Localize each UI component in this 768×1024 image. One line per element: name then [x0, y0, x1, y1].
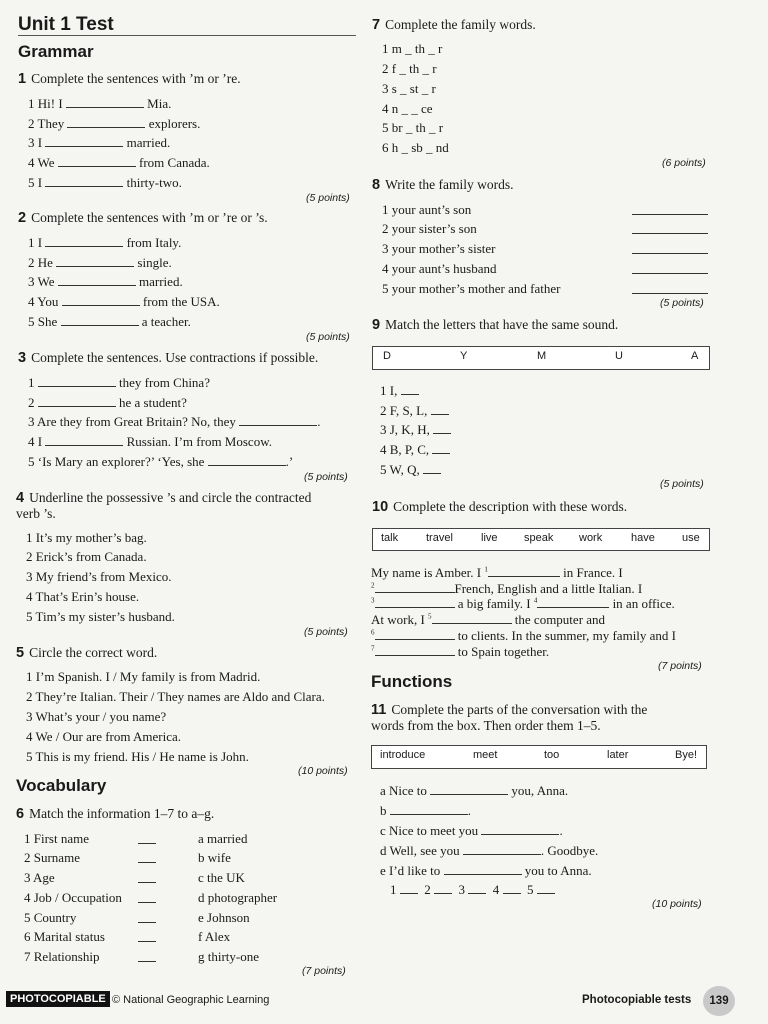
box-letter: D — [383, 350, 391, 362]
answer-blank[interactable] — [138, 833, 156, 844]
q10-instruction: 10 Complete the description with these words. — [372, 499, 628, 515]
q4-points: (5 points) — [304, 626, 348, 638]
q9-item: 1 I, — [380, 383, 419, 399]
answer-blank[interactable] — [401, 384, 419, 395]
answer-blank[interactable] — [138, 951, 156, 962]
q10-line: My name is Amber. I $^1$ in France. I — [371, 565, 623, 580]
answer-blank[interactable] — [58, 275, 136, 286]
q5-points: (10 points) — [298, 765, 348, 777]
q8-instruction: 8 Write the family words. — [372, 177, 514, 193]
q9-points: (5 points) — [660, 478, 704, 490]
answer-blank[interactable] — [67, 117, 145, 128]
q6-left-item: 5 Country — [24, 910, 77, 925]
q3-item: 1 they from China? — [28, 375, 210, 390]
q11-item: e I’d like to you to Anna. — [380, 863, 592, 878]
q6-left-item: 4 Job / Occupation — [24, 890, 122, 905]
answer-blank[interactable] — [537, 597, 609, 608]
answer-blank[interactable] — [468, 883, 486, 894]
q7-item: 2 f _ th _ r — [382, 61, 437, 76]
box-word: live — [481, 532, 498, 544]
box-word: introduce — [380, 749, 426, 761]
title-rule — [18, 35, 356, 36]
q10-line: $^2$ French, English and a little Italian. I — [371, 581, 643, 596]
q5-item: 5 This is my friend. His / He name is John. — [26, 749, 249, 764]
answer-blank[interactable] — [375, 645, 455, 656]
answer-blank[interactable] — [632, 243, 708, 254]
q6-right-item: f Alex — [198, 929, 231, 944]
q10-points: (7 points) — [658, 660, 702, 672]
vocabulary-heading: Vocabulary — [16, 776, 107, 795]
q3-points: (5 points) — [304, 471, 348, 483]
answer-blank[interactable] — [45, 236, 123, 247]
answer-blank[interactable] — [62, 295, 140, 306]
footer-section-label: Photocopiable tests — [582, 994, 692, 1006]
grammar-heading: Grammar — [18, 42, 94, 61]
box-letter: M — [537, 350, 547, 362]
q11-item: b . — [380, 803, 471, 818]
q4-item: 2 Erick’s from Canada. — [26, 549, 147, 564]
box-word: Bye! — [675, 749, 698, 761]
answer-blank[interactable] — [431, 404, 449, 415]
q4-item: 4 That’s Erin’s house. — [26, 589, 140, 604]
q7-item: 6 h _ sb _ nd — [382, 140, 449, 155]
q6-left-item: 2 Surname — [24, 850, 80, 865]
answer-blank[interactable] — [432, 443, 450, 454]
q11-order: 1 2 3 4 5 — [390, 882, 555, 898]
answer-blank[interactable] — [375, 629, 455, 640]
q9-item: 3 J, K, H, — [380, 422, 451, 438]
q4-item: 3 My friend’s from Mexico. — [26, 569, 172, 584]
q8-item: 4 your aunt’s husband — [382, 261, 497, 276]
q11-item: c Nice to meet you . — [380, 823, 563, 838]
q9-letter-box — [372, 346, 710, 370]
box-word: work — [579, 532, 603, 544]
answer-blank[interactable] — [433, 423, 451, 434]
q1-item: 1 Hi! I Mia. — [28, 96, 172, 111]
answer-blank[interactable] — [208, 455, 286, 466]
answer-blank[interactable] — [138, 931, 156, 942]
q7-instruction: 7 Complete the family words. — [372, 17, 536, 33]
answer-blank[interactable] — [400, 883, 418, 894]
q6-left-item: 7 Relationship — [24, 949, 100, 964]
q6-right-item: e Johnson — [198, 910, 250, 925]
q1-points: (5 points) — [306, 192, 350, 204]
box-word: later — [607, 749, 629, 761]
box-word: use — [682, 532, 700, 544]
answer-blank[interactable] — [503, 883, 521, 894]
q4-item: 5 Tim’s my sister’s husband. — [26, 609, 175, 624]
q2-item: 3 We married. — [28, 274, 183, 289]
q1-item: 5 I thirty-two. — [28, 175, 182, 190]
page-number: 139 — [703, 986, 735, 1016]
q8-item: 3 your mother’s sister — [382, 241, 496, 256]
q7-item: 4 n _ _ ce — [382, 101, 433, 116]
box-word: have — [631, 532, 655, 544]
answer-blank[interactable] — [45, 136, 123, 147]
q6-right-item: g thirty-one — [198, 949, 260, 964]
q6-left-item: 1 First name — [24, 831, 89, 846]
answer-blank[interactable] — [632, 283, 708, 294]
answer-blank[interactable] — [423, 463, 441, 474]
functions-heading: Functions — [371, 672, 453, 691]
q6-left-item: 6 Marital status — [24, 929, 105, 944]
q4-instruction: 4 Underline the possessive ’s and circle the contracted verb ’s. — [16, 490, 312, 521]
answer-blank[interactable] — [45, 435, 123, 446]
q10-line: $^6$ to clients. In the summer, my family and I — [371, 628, 677, 643]
q6-right-item: a married — [198, 831, 248, 846]
answer-blank[interactable] — [434, 883, 452, 894]
q6-right-item: d photographer — [198, 890, 278, 905]
box-word: too — [544, 749, 560, 761]
q7-points: (6 points) — [662, 157, 706, 169]
q2-points: (5 points) — [306, 331, 350, 343]
answer-blank[interactable] — [488, 566, 560, 577]
publisher-credit: © National Geographic Learning — [112, 994, 270, 1006]
q7-item: 3 s _ st _ r — [382, 81, 436, 96]
answer-blank[interactable] — [390, 804, 468, 815]
answer-blank[interactable] — [632, 263, 708, 274]
q11-word-box — [371, 745, 707, 769]
answer-blank[interactable] — [444, 864, 522, 875]
q9-instruction: 9 Match the letters that have the same sound. — [372, 317, 619, 333]
q3-item: 4 I Russian. I’m from Moscow. — [28, 434, 272, 449]
q8-item: 2 your sister’s son — [382, 221, 477, 236]
q11-points: (10 points) — [652, 898, 702, 910]
box-letter: A — [691, 350, 699, 362]
answer-blank[interactable] — [138, 852, 156, 863]
box-word: travel — [426, 532, 453, 544]
answer-blank[interactable] — [45, 176, 123, 187]
box-letter: Y — [460, 350, 468, 362]
q9-item: 5 W, Q, — [380, 462, 441, 478]
q1-item: 2 They explorers. — [28, 116, 201, 131]
answer-blank[interactable] — [481, 824, 559, 835]
q3-item: 3 Are they from Great Britain? No, they . — [28, 414, 321, 429]
q6-points: (7 points) — [302, 965, 346, 977]
q1-item: 4 We from Canada. — [28, 155, 210, 170]
q7-item: 5 br _ th _ r — [382, 120, 444, 135]
q4-item: 1 It’s my mother’s bag. — [26, 530, 147, 545]
q10-word-box — [372, 528, 710, 551]
photocopiable-badge: PHOTOCOPIABLE — [6, 991, 110, 1007]
q9-item: 2 F, S, L, — [380, 403, 449, 419]
box-word: speak — [524, 532, 554, 544]
answer-blank[interactable] — [56, 256, 134, 267]
q11-item: a Nice to you, Anna. — [380, 783, 569, 798]
q10-line: $^7$ to Spain together. — [371, 644, 550, 659]
q8-item: 5 your mother’s mother and father — [382, 281, 561, 296]
box-word: talk — [381, 532, 399, 544]
q6-instruction: 6 Match the information 1–7 to a–g. — [16, 806, 215, 822]
answer-blank[interactable] — [375, 597, 455, 608]
answer-blank[interactable] — [463, 844, 541, 855]
answer-blank[interactable] — [375, 582, 455, 593]
q2-item: 5 She a teacher. — [28, 314, 191, 329]
q9-item: 4 B, P, C, — [380, 442, 450, 458]
q8-points: (5 points) — [660, 297, 704, 309]
answer-blank[interactable] — [537, 883, 555, 894]
q5-item: 3 What’s your / you name? — [26, 709, 167, 724]
q10-line: At work, I $^5$ the computer and — [371, 612, 606, 627]
answer-blank[interactable] — [138, 912, 156, 923]
answer-blank[interactable] — [632, 223, 708, 234]
q5-instruction: 5 Circle the correct word. — [16, 645, 158, 661]
answer-blank[interactable] — [138, 892, 156, 903]
q1-instruction: 1 Complete the sentences with ’m or ’re. — [18, 71, 241, 87]
q6-right-item: c the UK — [198, 870, 245, 885]
q10-line: $^3$ a big family. I $^4$ in an office. — [371, 596, 675, 611]
q7-item: 1 m _ th _ r — [382, 41, 443, 56]
q5-item: 4 We / Our are from America. — [26, 729, 182, 744]
page-title: Unit 1 Test — [18, 14, 114, 35]
q1-item: 3 I married. — [28, 135, 171, 150]
q2-item: 4 You from the USA. — [28, 294, 220, 309]
q2-instruction: 2 Complete the sentences with ’m or ’re or ’s. — [18, 210, 268, 226]
answer-blank[interactable] — [239, 415, 317, 426]
q11-item: d Well, see you . Goodbye. — [380, 843, 599, 858]
answer-blank[interactable] — [66, 97, 144, 108]
answer-blank[interactable] — [58, 156, 136, 167]
q3-item: 2 he a student? — [28, 395, 187, 410]
q3-instruction: 3 Complete the sentences. Use contractions if possible. — [18, 350, 319, 366]
q2-item: 2 He single. — [28, 255, 172, 270]
q6-left-item: 3 Age — [24, 870, 55, 885]
box-letter: U — [615, 350, 623, 362]
box-word: meet — [473, 749, 498, 761]
answer-blank[interactable] — [38, 376, 116, 387]
q6-right-item: b wife — [198, 850, 231, 865]
answer-blank[interactable] — [432, 613, 512, 624]
answer-blank[interactable] — [38, 396, 116, 407]
q5-item: 2 They’re Italian. Their / They names are Aldo and Clara. — [26, 689, 325, 704]
q5-item: 1 I’m Spanish. I / My family is from Madrid. — [26, 669, 261, 684]
answer-blank[interactable] — [632, 204, 708, 215]
answer-blank[interactable] — [430, 784, 508, 795]
answer-blank[interactable] — [138, 872, 156, 883]
q3-item: 5 ‘Is Mary an explorer?’ ‘Yes, she .’ — [28, 454, 294, 469]
q8-item: 1 your aunt’s son — [382, 202, 472, 217]
q11-instruction: 11 Complete the parts of the conversation with the words from the box. Then order them 1–5. — [371, 702, 648, 733]
q2-item: 1 I from Italy. — [28, 235, 182, 250]
answer-blank[interactable] — [61, 315, 139, 326]
